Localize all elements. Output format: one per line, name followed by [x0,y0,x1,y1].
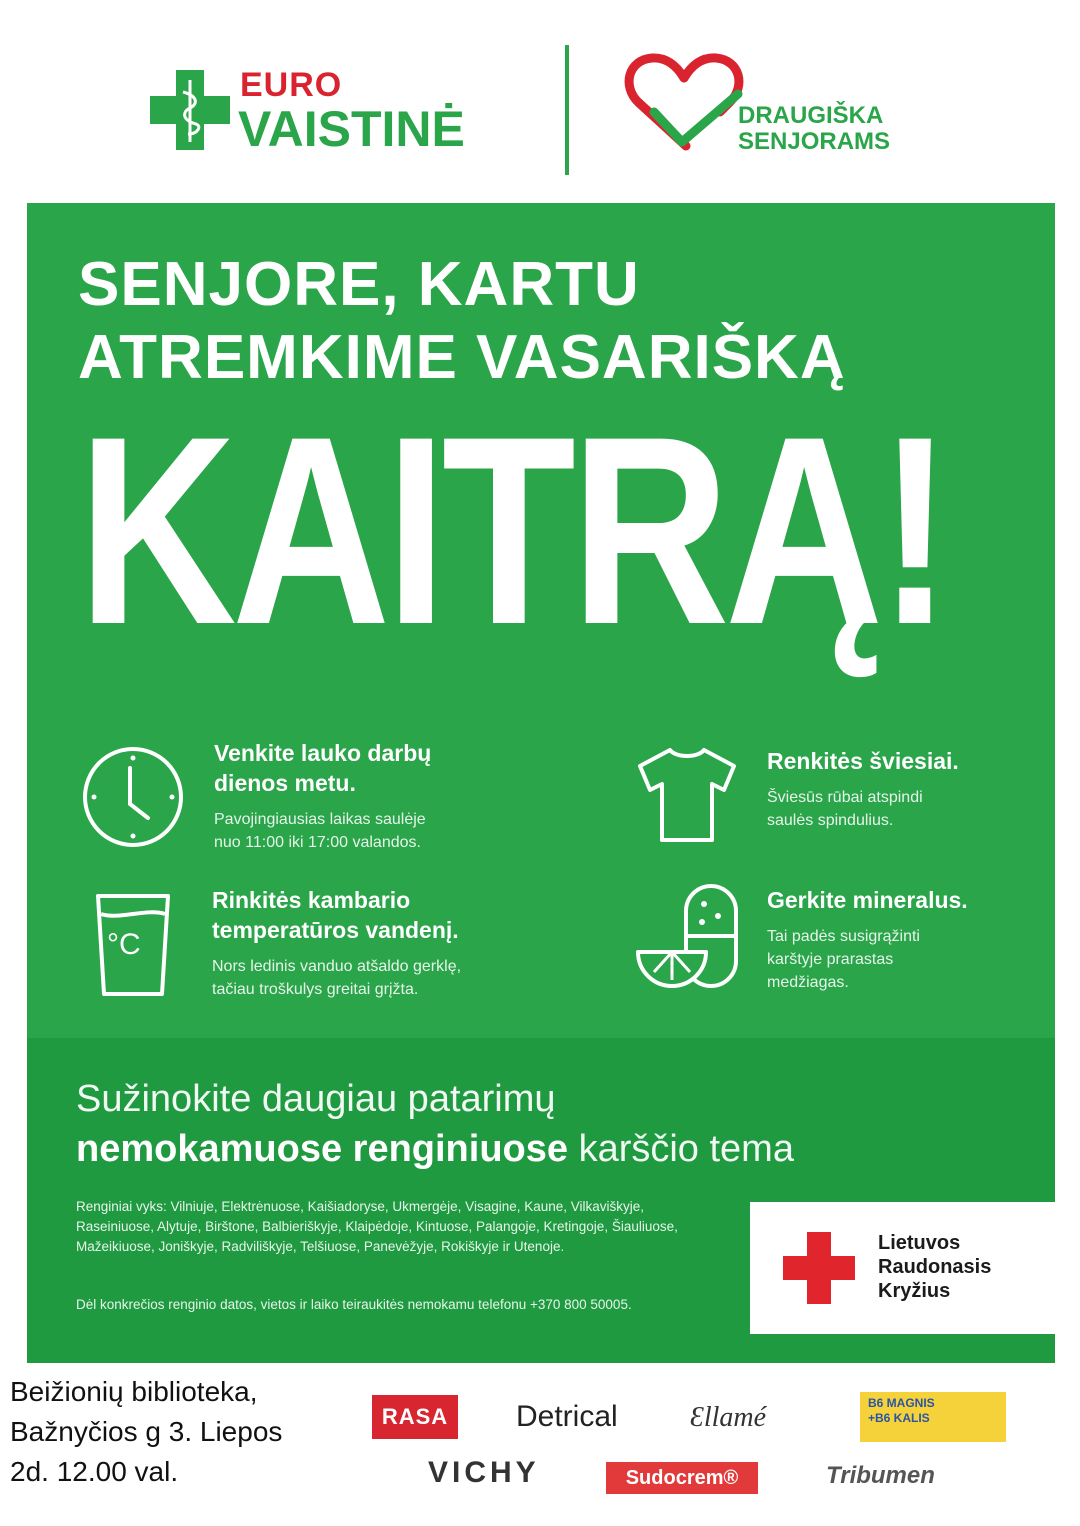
tip-text: Pavojingiausias laikas saulėje [214,811,426,828]
tip-text: saulės spindulius. [767,812,894,829]
library-line1: Beižionių biblioteka, [10,1376,258,1407]
tip-title: temperatūros vandenį. [212,917,459,943]
tip-title: dienos metu. [214,770,356,796]
red-cross-icon [783,1232,855,1304]
tip-title: Venkite lauko darbų [214,740,432,766]
more-info-line1: Sužinokite daugiau patarimų [76,1078,556,1120]
library-line3: 2d. 12.00 val. [10,1456,179,1487]
red-cross-name [878,1231,991,1303]
sponsor-detrical-logo: Detrical [516,1400,618,1433]
event-locations-text: Renginiai vyks: Vilniuje, Elektrėnuose, Kaišiadoryse, Ukmergėje, Visagine, Kaune, Vilkaviškyje, Raseiniuose, Alytuje, Birštone, Balbieriškyje, Klaipėdoje, Kintuose, Palangoje, Kretingoje, Šiauliuose, Mažeikiuose, Joniškyje, Radviliškyje, Telšiuose, Panevėžyje, Rokiškyje ir Utenoje. [76,1199,678,1254]
more-info-rest: karščio tema [568,1128,794,1170]
header-divider [565,45,569,175]
sponsor-rasa-logo: RASA [372,1395,458,1439]
sponsor-tribumen-logo: Tribumen [826,1462,935,1489]
tshirt-icon [632,740,742,850]
friendly-seniors-label [738,103,890,155]
magnis-line1: B6 MAGNIS [868,1396,935,1410]
tip-text: karštyje prarastas [767,951,894,968]
headline-line2: ATREMKIME VASARIŠKĄ [78,323,846,392]
tip-text: nuo 11:00 iki 17:00 valandos. [214,834,421,851]
tip-text: Šviesūs rūbai atspindi [767,789,923,806]
temperature-celsius-label: °C [107,928,141,961]
event-contact-text: Dėl konkrečios renginio datos, vietos ir laiko teiraukitės nemokamu telefonu +370 800 50005. [76,1297,632,1312]
tip-title: Renkitės šviesiai. [767,748,959,774]
tip-title: Gerkite mineralus. [767,887,968,913]
headline-line1: SENJORE, KARTU [78,250,640,319]
red-cross-line3: Kryžius [878,1280,951,1302]
headline-big-word: KAITRĄ! [78,380,947,680]
sponsor-sudocrem-logo: Sudocrem® [606,1462,758,1494]
tip-outdoor-work [214,738,431,854]
friendly-line2: SENJORAMS [738,128,891,155]
magnis-line2: +B6 KALIS [868,1411,930,1425]
brand-vaistine-label: VAISTINĖ [238,101,465,157]
headline [78,248,846,394]
library-line2: Bažnyčios g 3. Liepos [10,1416,283,1447]
sponsor-magnis-kalis-logo [860,1392,1006,1442]
more-info-bold: nemokamuose renginiuose [76,1128,569,1170]
brand-euro-label: EURO [240,66,343,104]
library-event-note [10,1372,282,1492]
sponsor-ellame-logo: Ɛllamé [690,1402,767,1433]
friendly-line1: DRAUGIŠKA [738,102,884,129]
tip-title: Rinkitės kambario [212,887,411,913]
clock-icon [78,742,188,852]
euro-vaistine-cross-logo-icon [150,70,230,150]
sponsor-vichy-logo: VICHY [428,1456,540,1489]
tip-text: medžiagas. [767,974,849,991]
red-cross-line1: Lietuvos [878,1232,961,1254]
tip-light-clothes [767,746,959,832]
tip-minerals [767,885,968,994]
red-cross-line2: Raudonasis [878,1256,992,1278]
tip-text: Nors ledinis vanduo atšaldo gerklę, [212,958,462,975]
more-info-line2 [76,1128,794,1171]
tip-room-temperature-water [212,885,461,1001]
tip-text: tačiau troškulys greitai grįžta. [212,981,419,998]
heart-check-logo-icon [620,50,750,160]
pill-lemon-icon [634,880,744,990]
water-glass-icon [88,890,198,1000]
tip-text: Tai padės susigrąžinti [767,928,920,945]
